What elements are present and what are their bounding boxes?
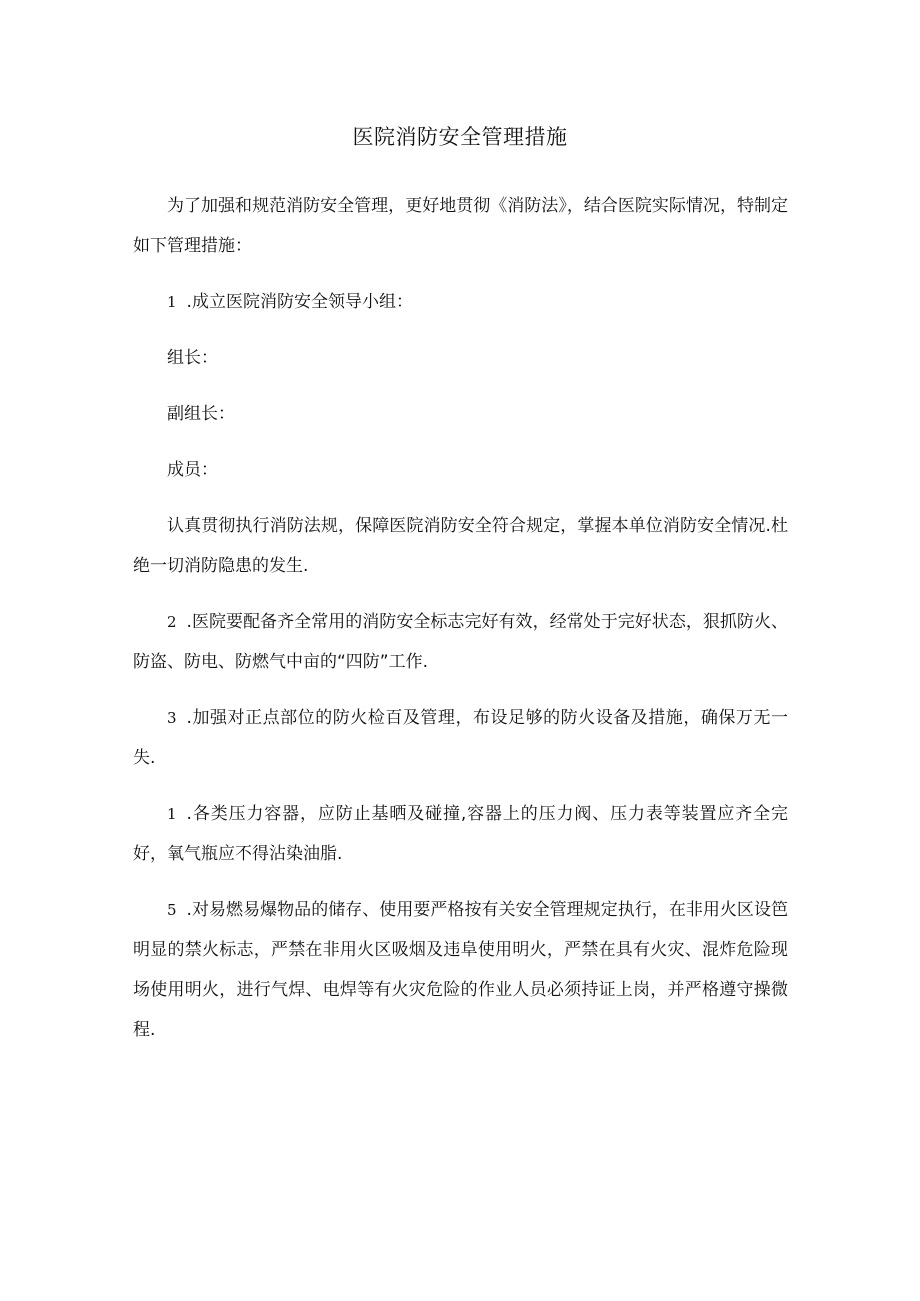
paragraph-members: [133, 450, 788, 490]
paragraph-intro: [133, 186, 788, 266]
item-number: 1: [167, 293, 177, 311]
paragraph-text: 副组长：: [167, 404, 235, 424]
paragraph-text: .加强对正点部位的防火检百及管理，布设足够的防火设备及措施，确保万无一失.: [133, 708, 788, 768]
paragraph-item-4: [133, 794, 788, 874]
paragraph-text: .对易燃易爆物品的储存、使用要严格按有关安全管理规定执行，在非用火区设笆明显的禁火标志，严禁在非用火区吸烟及违阜使用明火，严禁在具有火灾、混炸危险现场使用明火，进行气焊、电焊等有火灾危险的作业人员必须持证上岗，并严格遵守操微程.: [133, 900, 788, 1040]
document-body: [133, 186, 788, 1066]
item-number: 2: [167, 613, 177, 631]
paragraph-item-2: [133, 602, 788, 682]
paragraph-leader: [133, 338, 788, 378]
paragraph-item-3: [133, 698, 788, 778]
document-title: 医院消防安全管理措施: [352, 125, 568, 149]
paragraph-duties: [133, 506, 788, 586]
item-number: 5: [167, 901, 177, 919]
paragraph-text: 为了加强和规范消防安全管理，更好地贯彻《消防法》，结合医院实际情况，特制定如下管理措施：: [133, 196, 788, 256]
paragraph-text: 组长：: [167, 348, 218, 368]
paragraph-text: .各类压力容器，应防止基晒及碰撞,容器上的压力阀、压力表等装置应齐全完好，氧气瓶应不得沾染油脂.: [133, 804, 788, 864]
paragraph-text: 成员：: [167, 460, 218, 480]
paragraph-deputy-leader: [133, 394, 788, 434]
paragraph-text: 认真贯彻执行消防法规，保障医院消防安全符合规定，掌握本单位消防安全情况.杜绝一切消防隐患的发生.: [133, 516, 788, 576]
paragraph-text: .成立医院消防安全领导小组：: [186, 292, 413, 312]
paragraph-item-5: [133, 890, 788, 1050]
item-number: 3: [167, 709, 177, 727]
paragraph-item-1: [133, 282, 788, 322]
item-number: 1: [167, 805, 177, 823]
paragraph-text: .医院要配备齐全常用的消防安全标志完好有效，经常处于完好状态，狠抓防火、防盗、防电、防燃气中亩的“四防”工作.: [133, 612, 788, 672]
